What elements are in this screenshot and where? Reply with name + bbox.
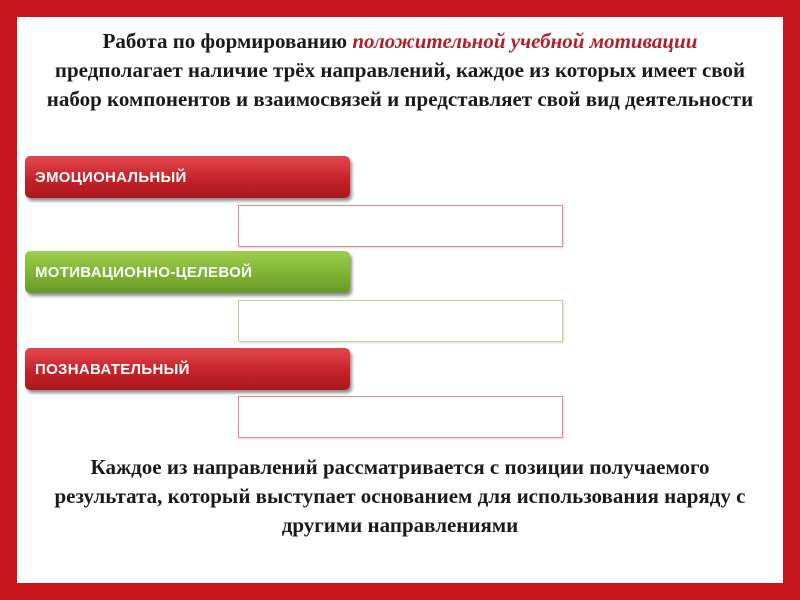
intro-text-end: предполагает наличие трёх направлений, каждое из которых имеет свой набор компонентов и взаимосвязей и представляет свой вид деятельности <box>46 58 754 111</box>
direction-emotional-answer-box[interactable] <box>238 205 563 247</box>
intro-text-start: Работа по формированию <box>102 29 353 53</box>
direction-motivational-answer-box[interactable] <box>238 300 563 342</box>
direction-motivational-bar[interactable] <box>25 251 350 293</box>
direction-emotional-bar[interactable] <box>25 156 350 198</box>
direction-cognitive-label: ПОЗНАВАТЕЛЬНЫЙ <box>35 360 190 378</box>
direction-cognitive-bar[interactable] <box>25 348 350 390</box>
slide <box>17 17 783 583</box>
direction-cognitive-answer-box[interactable] <box>238 396 563 438</box>
direction-motivational-label: МОТИВАЦИОННО-ЦЕЛЕВОЙ <box>35 263 253 281</box>
outro-text: Каждое из направлений рассматривается с позиции получаемого результата, который выступает основанием для использования наряду с другими направлениями <box>54 455 746 537</box>
intro-text <box>37 27 763 114</box>
intro-highlight: положительной учебной мотивации <box>352 29 698 53</box>
direction-emotional-label: ЭМОЦИОНАЛЬНЫЙ <box>35 168 187 186</box>
